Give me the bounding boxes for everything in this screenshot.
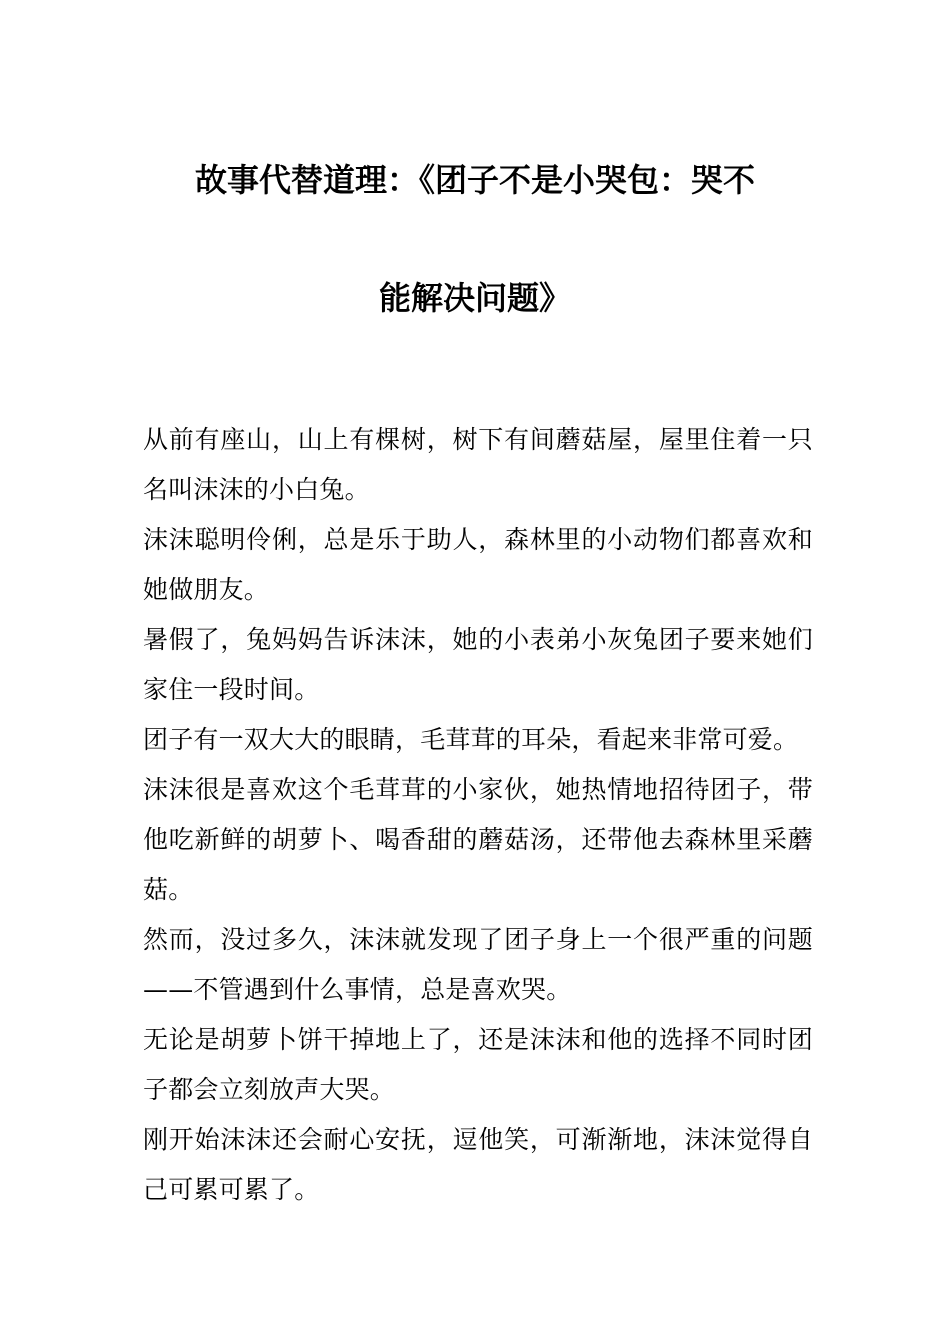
- story-paragraph: 无论是胡萝卜饼干掉地上了，还是沫沫和他的选择不同时团子都会立刻放声大哭。: [143, 1025, 813, 1104]
- story-paragraph: 从前有座山，山上有棵树，树下有间蘑菇屋，屋里住着一只名叫沫沫的小白兔。: [143, 425, 813, 504]
- story-paragraph: 沫沫聪明伶俐，总是乐于助人，森林里的小动物们都喜欢和她做朋友。: [143, 525, 813, 604]
- document-title-line-1: 故事代替道理：《团子不是小哭包：哭不: [194, 161, 755, 199]
- story-paragraph: 沫沫很是喜欢这个毛茸茸的小家伙，她热情地招待团子，带他吃新鲜的胡萝卜、喝香甜的蘑菇汤，还带他去森林里采蘑菇。: [143, 775, 813, 904]
- story-paragraph: 团子有一双大大的眼睛，毛茸茸的耳朵，看起来非常可爱。: [143, 725, 799, 754]
- document-title-line-2: 能解决问题》: [378, 279, 571, 317]
- story-paragraph: 然而，没过多久，沫沫就发现了团子身上一个很严重的问题——不管遇到什么事情，总是喜欢哭。: [143, 925, 813, 1004]
- story-paragraph: 刚开始沫沫还会耐心安抚，逗他笑，可渐渐地，沫沫觉得自己可累可累了。: [143, 1125, 813, 1204]
- story-body: [143, 415, 813, 1215]
- story-paragraph: 暑假了，兔妈妈告诉沫沫，她的小表弟小灰兔团子要来她们家住一段时间。: [143, 625, 813, 704]
